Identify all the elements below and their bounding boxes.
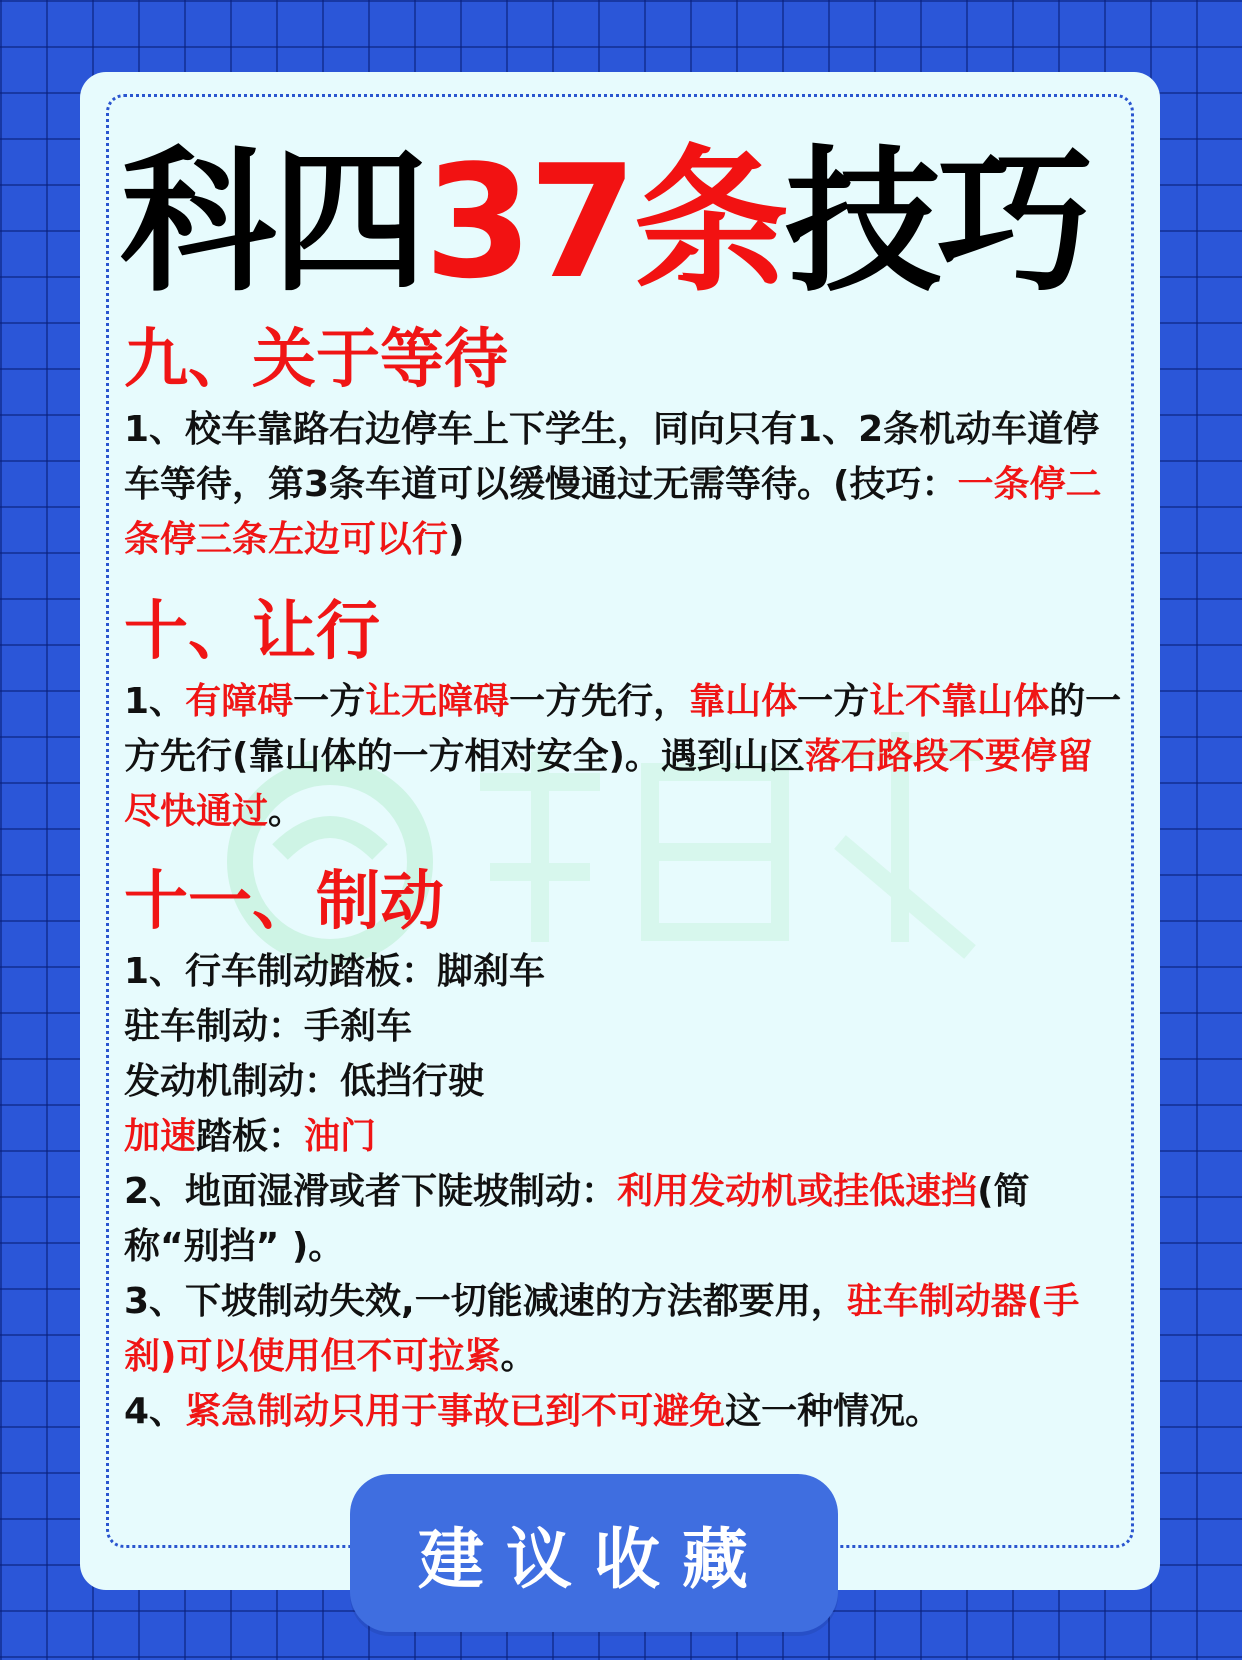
para-text: 。 xyxy=(268,791,305,832)
para-highlight: 让不靠山体 xyxy=(869,681,1050,722)
para-text: 1、校车靠路右边停车上下学生，同向只有1、2条机动车道停车等待，第3条车道可以缓慢通过无需等待。(技巧： xyxy=(124,409,1100,505)
para-highlight: 驻车制动器(手刹)可以使用但不可拉紧 xyxy=(124,1281,1080,1377)
para-text: 踏板： xyxy=(196,1116,305,1157)
section-heading: 十一、制动 xyxy=(124,865,444,939)
para-text: 3、下坡制动失效,一切能减速的方法都要用， xyxy=(124,1281,847,1322)
para-highlight: 有障碍 xyxy=(185,681,294,722)
section-waiting xyxy=(124,322,1124,567)
para-emergency-brake xyxy=(124,1384,1124,1439)
para-brake-failure xyxy=(124,1274,1124,1384)
para-text: (简称“别挡” )。 xyxy=(124,1171,1030,1267)
para-text: 1、 xyxy=(124,681,186,722)
para-highlight: 靠山体 xyxy=(689,681,798,722)
section-paragraph xyxy=(124,402,1124,567)
para-slippery-road xyxy=(124,1164,1124,1274)
para-text: 4、 xyxy=(124,1391,186,1432)
save-button[interactable]: 建议收藏 xyxy=(350,1474,838,1632)
section-heading: 九、关于等待 xyxy=(124,323,508,397)
para-text: 。 xyxy=(500,1336,537,1377)
para-text: 2、地面湿滑或者下陡坡制动： xyxy=(124,1171,618,1212)
content-card xyxy=(80,72,1160,1590)
line-engine-brake: 发动机制动：低挡行驶 xyxy=(124,1061,485,1102)
line-foot-brake: 1、行车制动踏板：脚刹车 xyxy=(124,951,546,992)
section-yield xyxy=(124,594,1124,839)
page-title xyxy=(120,122,1130,322)
para-highlight: 一条停二条停三条左边可以行 xyxy=(124,464,1102,560)
para-text: ) xyxy=(448,519,465,560)
title-part1: 科四 xyxy=(120,131,424,313)
para-highlight: 利用发动机或挂低速挡 xyxy=(617,1171,978,1212)
line-accelerator xyxy=(124,1109,1124,1164)
para-highlight: 让无障碍 xyxy=(365,681,510,722)
para-text: 这一种情况。 xyxy=(725,1391,942,1432)
section-paragraph xyxy=(124,674,1124,839)
title-part2: 37条 xyxy=(424,131,786,313)
para-text: 的一方先行(靠山体的一方相对安全)。遇到山区 xyxy=(124,681,1122,777)
para-highlight: 落石路段不要停留尽快通过 xyxy=(124,736,1093,832)
para-text: 一方 xyxy=(797,681,870,722)
para-text: 一方 xyxy=(293,681,366,722)
line-hand-brake: 驻车制动：手刹车 xyxy=(124,1006,413,1047)
title-part3: 技巧 xyxy=(785,131,1090,313)
para-highlight: 油门 xyxy=(304,1116,377,1157)
section-heading: 十、让行 xyxy=(124,595,380,669)
para-highlight: 加速 xyxy=(124,1116,197,1157)
para-text: 一方先行， xyxy=(509,681,690,722)
section-braking xyxy=(124,864,1124,1439)
para-highlight: 紧急制动只用于事故已到不可避免 xyxy=(185,1391,726,1432)
